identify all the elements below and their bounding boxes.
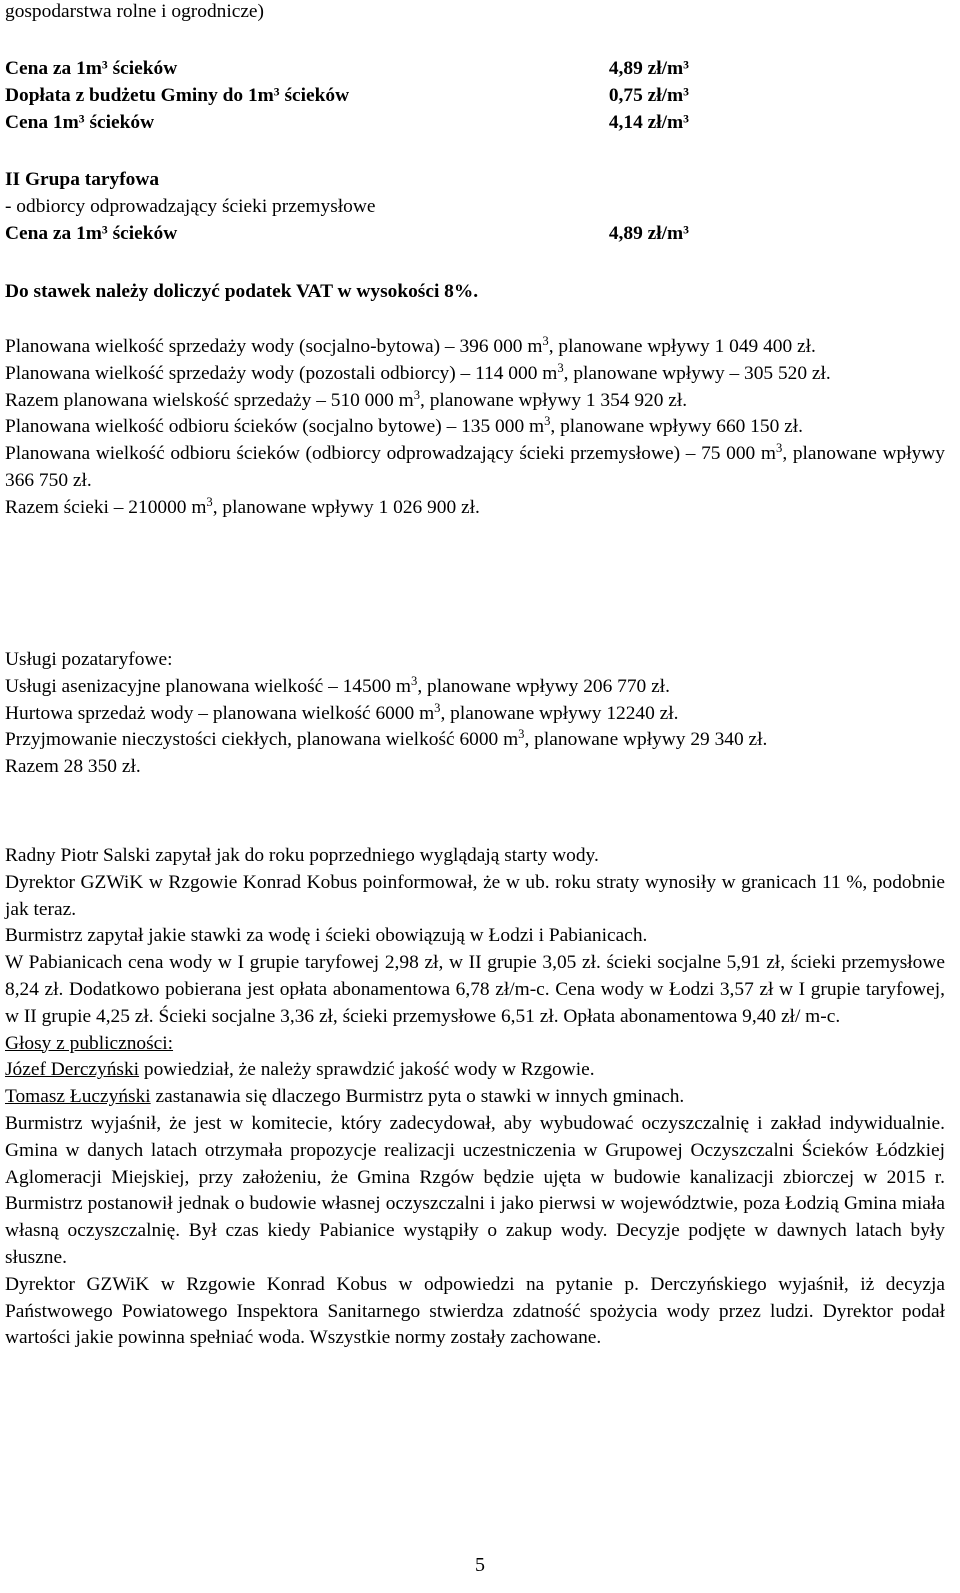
rate-value: 4,14 zł/m³	[608, 112, 689, 133]
services-total: Razem 28 350 zł.	[5, 756, 141, 778]
services-block	[5, 647, 945, 781]
rate-label: Cena 1m³ ścieków	[5, 112, 155, 133]
rate-label: Cena za 1m³ ścieków	[5, 222, 178, 244]
speaker-name: Józef Derczyński	[5, 1059, 140, 1081]
public-voices-heading: Głosy z publiczności:	[5, 1032, 174, 1054]
group1-rates	[5, 56, 945, 137]
service-item: Hurtowa sprzedaż wody – planowana wielkość 6000 $m^3$, planowane wpływy 12240 zł.	[5, 700, 679, 724]
paragraph: Burmistrz wyjaśnił, że jest w komitecie, który zadecydował, aby wybudować oczyszczalnię i zakład indywidualnie. Gmina w danych latach otrzymała propozycje realizacji uczestniczenia w Grupowej Oczyszczalni Ścieków Łódzkiej Aglomeracji Miejskiej, przy założeniu, że Gmina Rzgów będzie ujęta w budowie kanalizacji zbiorczej w 2015 r. Burmistrz postanowił jednak o budowie własnej oczyszczalni i jako pierwsi w województwie, poza Łodzią Gmina miała własną oczyszczalnię. Był czas kiedy Pabianice wystąpiły o zakup wody. Decyzje podjęte w dawnych latach były słuszne.	[5, 1112, 945, 1268]
paragraph: Tomasz Łuczyński zastanawia się dlaczego Burmistrz pyta o stawki w innych gminach.	[5, 1086, 685, 1108]
rate-label: Cena za 1m³ ścieków	[5, 58, 178, 79]
discussion-block	[5, 843, 945, 1352]
rate-row	[5, 56, 945, 83]
page-number: 5	[475, 1554, 485, 1576]
top-line: gospodarstwa rolne i ogrodnicze)	[5, 1, 264, 22]
rate-value: 4,89 zł/m³	[608, 58, 689, 79]
plan-item: Planowana wielkość sprzedaży wody (socjalno-bytowa) – 396 000 $m^3$, planowane wpływy 1 049 400 zł.	[5, 334, 816, 357]
paragraph: Dyrektor GZWiK w Rzgowie Konrad Kobus w odpowiedzi na pytanie p. Derczyńskiego wyjaśnił, iż decyzja Państwowego Powiatowego Inspektora Sanitarnego stwierdza zdatność spożycia wody przez ludzi. Dyrektor podał wartości jakie powinna spełniać woda. Wszystkie normy zostały zachowane.	[5, 1273, 945, 1349]
rate-row	[5, 83, 945, 110]
service-item: Usługi asenizacyjne planowana wielkość – 14500 $m^3$, planowane wpływy 206 770 zł.	[5, 673, 670, 697]
paragraph: Burmistrz zapytał jakie stawki za wodę i ścieki obowiązują w Łodzi i Pabianicach.	[5, 925, 648, 947]
group2-subtitle: - odbiorcy odprowadzający ścieki przemysłowe	[5, 195, 376, 217]
plan-item: Planowana wielkość odbioru ścieków (socjalno bytowe) – 135 000 $m^3$, planowane wpływy 660 150 zł.	[5, 414, 803, 438]
plan-item: Razem ścieki – 210000 $m^3$, planowane wpływy 1 026 900 zł.	[5, 494, 480, 518]
rate-value: 0,75 zł/m³	[608, 85, 689, 106]
vat-note: Do stawek należy doliczyć podatek VAT w wysokości 8%.	[5, 281, 479, 302]
rate-value: 4,89 zł/m³	[608, 222, 689, 244]
plan-block	[5, 334, 945, 522]
paragraph: W Pabianicach cena wody w I grupie taryfowej 2,98 zł, w II grupie 3,05 zł. ścieki socjalne 5,91 zł, ścieki przemysłowe 8,24 zł. Dodatkowo pobierana jest opłata abonamentowa 6,78 zł/m-c. Cena wody w Łodzi 3,57 zł w I grupie taryfowej, w II grupie 4,25 zł. Ścieki socjalne 3,36 zł, ścieki przemysłowe 6,51 zł. Opłata abonamentowa 9,40 zł/ m-c.	[5, 952, 945, 1027]
rate-row	[5, 221, 945, 248]
plan-item: Planowana wielkość odbioru ścieków (odbiorcy odprowadzający ścieki przemysłowe) – 75 000 $m^3$, planowane wpływy 366 750 zł.	[5, 441, 945, 491]
plan-item: Planowana wielkość sprzedaży wody (pozostali odbiorcy) – 114 000 $m^3$, planowane wpływy – 305 520 zł.	[5, 360, 831, 384]
rate-row	[5, 110, 945, 137]
service-item: Przyjmowanie nieczystości ciekłych, planowana wielkość 6000 $m^3$, planowane wpływy 29 340 zł.	[5, 727, 768, 751]
paragraph: Dyrektor GZWiK w Rzgowie Konrad Kobus poinformował, że w ub. roku straty wynosiły w granicach 11 %, podobnie jak teraz.	[5, 871, 945, 920]
rate-label: Dopłata z budżetu Gminy do 1m³ ścieków	[5, 85, 350, 106]
plan-item: Razem planowana wielskość sprzedaży – 510 000 $m^3$, planowane wpływy 1 354 920 zł.	[5, 387, 688, 411]
services-title: Usługi pozataryfowe:	[5, 649, 173, 670]
group2-block	[5, 167, 945, 248]
group2-title: II Grupa taryfowa	[5, 169, 160, 190]
paragraph: Józef Derczyński powiedział, że należy sprawdzić jakość wody w Rzgowie.	[5, 1059, 595, 1081]
speaker-name: Tomasz Łuczyński	[5, 1086, 151, 1108]
paragraph: Radny Piotr Salski zapytał jak do roku poprzedniego wyglądają starty wody.	[5, 845, 599, 866]
